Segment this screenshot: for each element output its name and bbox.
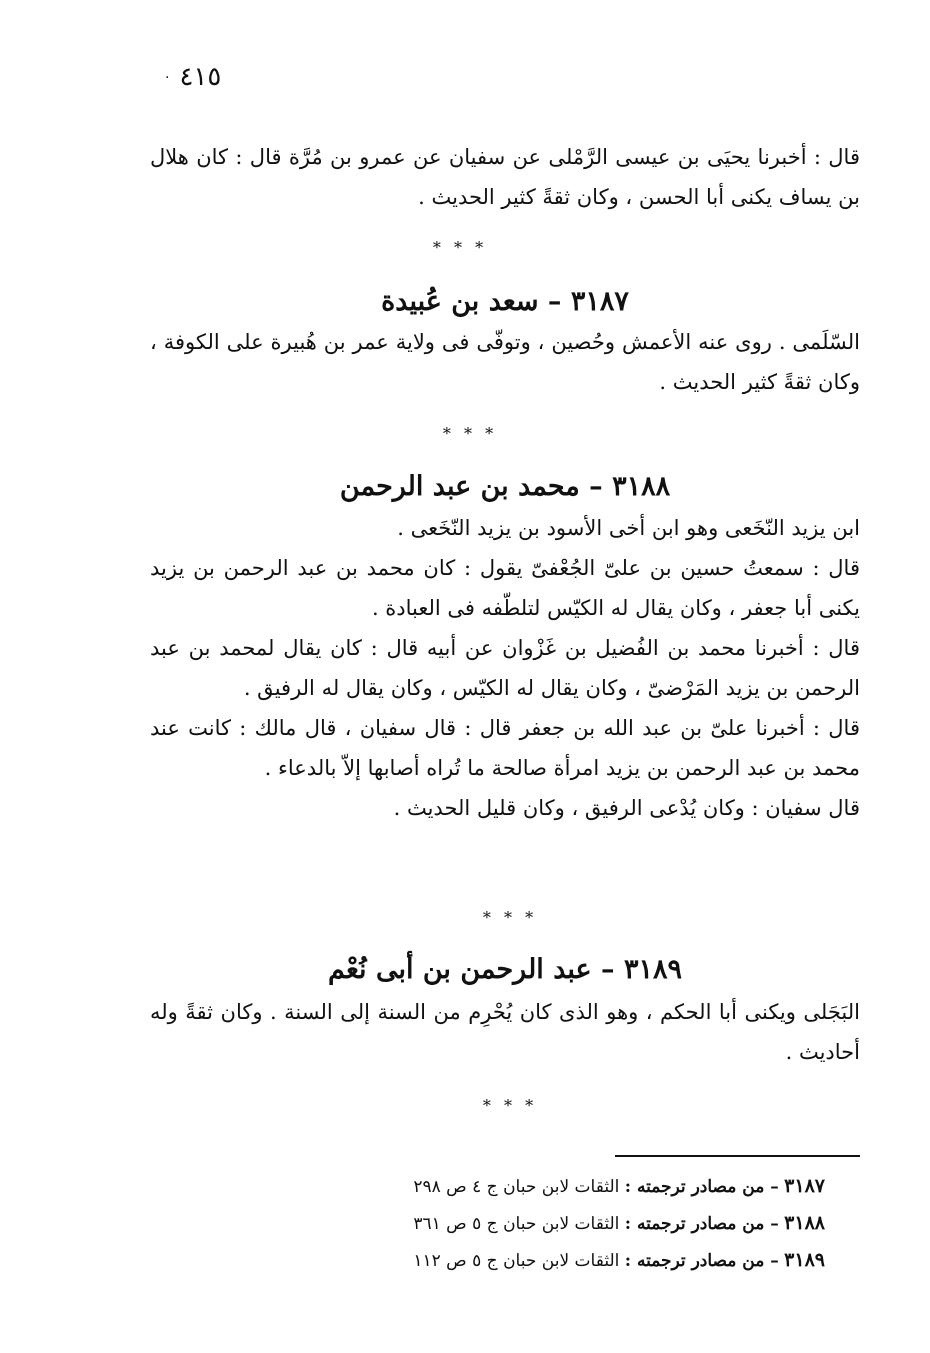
entry-heading-3188: ٣١٨٨ – محمد بن عبد الرحمن (339, 471, 671, 502)
entry-body-3187 (150, 322, 860, 402)
footnote-item (300, 1205, 825, 1242)
footnote-text: الثقات لابن حبان ج ٥ ص ١١٢ (413, 1251, 620, 1271)
footnote-text: الثقات لابن حبان ج ٥ ص ٣٦١ (413, 1214, 620, 1234)
footnote-number: ٣١٨٧ (784, 1175, 825, 1197)
page-number-text: ٤١٥ (179, 62, 222, 92)
footnote-text: الثقات لابن حبان ج ٤ ص ٢٩٨ (413, 1177, 620, 1197)
entry-body-3189 (150, 992, 860, 1072)
footnote-divider (615, 1155, 860, 1157)
footnote-item (300, 1168, 825, 1205)
footnote-item (300, 1242, 825, 1279)
entry-paragraph: قال : أخبرنا علىّ بن عبد الله بن جعفر قال : قال سفيان ، قال مالك : كانت عند محمد بن عبد الرحمن بن يزيد امرأة صالحة ما تُراه أصابها إلاّ بالدعاء . (150, 716, 860, 780)
entry-heading-3187: ٣١٨٧ – سعد بن عُبيدة (381, 286, 629, 317)
footnote-label: – من مصادر ترجمته : (624, 1251, 779, 1271)
separator-stars: * * * (442, 424, 498, 443)
footnote-number: ٣١٨٨ (784, 1212, 825, 1234)
footnotes (300, 1168, 825, 1279)
separator-stars: * * * (432, 238, 488, 257)
entry-heading-3189: ٣١٨٩ – عبد الرحمن بن أبى نُعْم (328, 954, 682, 985)
page-number (165, 62, 221, 92)
entry-body-3188 (150, 508, 860, 828)
intro-paragraph: قال : أخبرنا يحيَى بن عيسى الرَّمْلى عن سفيان عن عمرو بن مُرَّة قال : كان هلال بن يساف يكنى أبا الحسن ، وكان ثقةً كثير الحديث . (150, 145, 860, 209)
entry-paragraph: قال : أخبرنا محمد بن الفُضيل بن غَزْوان عن أبيه قال : كان يقال لمحمد بن عبد الرحمن بن يزيد المَرْضىّ ، وكان يقال له الكيّس ، وكان يقال له الرفيق . (150, 636, 860, 700)
entry-paragraph: السّلَمى . روى عنه الأعمش وحُصين ، وتوفّى فى ولاية عمر بن هُبيرة على الكوفة ، وكان ثقةً كثير الحديث . (150, 330, 860, 394)
footnote-label: – من مصادر ترجمته : (624, 1177, 779, 1197)
footnote-number: ٣١٨٩ (784, 1249, 825, 1271)
separator-stars: * * * (482, 908, 538, 927)
entry-paragraph: قال : سمعتُ حسين بن علىّ الجُعْفىّ يقول : كان محمد بن عبد الرحمن بن يزيد يكنى أبا جعفر ، وكان يقال له الكيّس لتلطّفه فى العبادة . (150, 556, 860, 620)
footnote-label: – من مصادر ترجمته : (624, 1214, 779, 1234)
intro-paragraph-block (150, 137, 860, 217)
entry-paragraph: ابن يزيد النّخَعى وهو ابن أخى الأسود بن يزيد النّخَعى . (397, 516, 860, 540)
entry-paragraph: قال سفيان : وكان يُدْعى الرفيق ، وكان قليل الحديث . (393, 796, 860, 820)
separator-stars: * * * (482, 1096, 538, 1115)
page-number-dot: · (165, 70, 170, 86)
entry-paragraph: البَجَلى ويكنى أبا الحكم ، وهو الذى كان يُحْرِم من السنة إلى السنة . وكان ثقةً وله أحاديث . (150, 1000, 860, 1064)
